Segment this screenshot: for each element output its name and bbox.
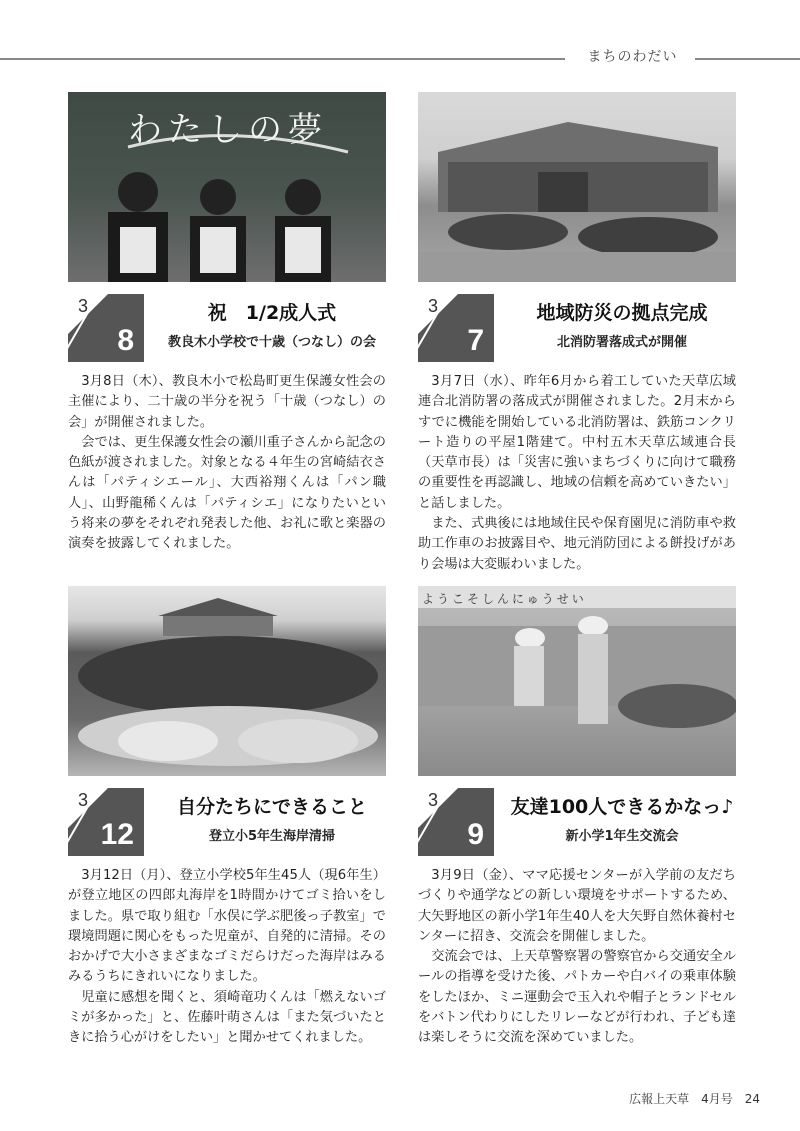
paragraph: 児童に感想を聞くと、須崎竜功くんは「燃えないゴミが多かった」と、佐藤叶萌さんは「また気づいたときに拾う心がけをしたい」と聞かせてくれました。: [68, 989, 386, 1046]
article-fire-station: [418, 92, 736, 572]
header-rule-left: [0, 58, 565, 60]
date-day: 9: [467, 818, 484, 851]
date-month: 3: [428, 790, 439, 810]
paragraph: 3月9日（金）、ママ応援センターが入学前の友だちづくりや通学などの新しい環境をサポートするため、大矢野地区の新小学1年生40人を大矢野自然休養村センターに招き、交流会を開催しました。: [418, 868, 736, 944]
photo-illustration: [418, 586, 736, 776]
article-subtitle: 北消防署落成式が開催: [556, 335, 687, 350]
photo-illustration: [68, 586, 386, 776]
headline: [158, 792, 386, 844]
date-badge: [68, 788, 144, 856]
article-first-graders: [418, 586, 736, 1056]
paragraph: 3月12日（月）、登立小学校5年生45人（現6年生）が登立地区の四郎丸海岸を1時間かけてゴミ拾いをしました。県で取り組む「水俣に学ぶ肥後っ子教室」で環境問題に関心をもった児童が、自発的に清掃。そのおかげで大小さまざまなゴミだらけだった海岸はみるみるうちにきれいになりました。: [68, 868, 386, 985]
photo-beach-cleanup-group: [68, 586, 386, 776]
section-title: まちのわだい: [587, 49, 678, 65]
date-day: 12: [100, 818, 134, 851]
article-body: [418, 372, 736, 575]
article-title: 祝 1/2成人式: [207, 302, 337, 324]
article-subtitle: 登立小5年生海岸清掃: [208, 829, 336, 844]
photo-illustration: [418, 92, 736, 282]
article-body: [418, 866, 736, 1049]
photo-fire-station-ceremony: [418, 92, 736, 282]
paragraph: 会では、更生保護女性会の瀬川重子さんから記念の色紙が渡されました。対象となる４年生の宮崎結衣さんは「パティシエール」、大西裕翔くんは「パン職人」、山野龍稀くんは「パティシエ」になりたいという将来の夢をそれぞれ発表した他、お礼に歌と楽器の演奏を披露してくれました。: [68, 434, 386, 552]
article-body: [68, 372, 386, 555]
paragraph: また、式典後には地域住民や保育園児に消防車や救助工作車のお披露目や、地元消防団による餅投げがあり会場は大変賑わいました。: [418, 516, 736, 572]
paragraph: 3月7日（水）、昨年6月から着工していた天草広域連合北消防署の落成式が開催されました。2月末からすでに機能を開始している北消防署は、鉄筋コンクリート造りの平屋1階建て。中村五木天草広域連合長（天草市長）は「災害に強いまちづくりに向けて職務の重要性を再認識し、地域の信頼を高めていきたい」と話しました。: [418, 374, 736, 511]
photo-chalk-text: わたしの夢: [128, 110, 328, 150]
article-coming-of-age: [68, 92, 386, 562]
date-badge: [418, 788, 494, 856]
date-badge: [418, 294, 494, 362]
photo-banner-text: ようこそしんにゅうせい: [422, 592, 587, 606]
article-title: 友達100人できるかなっ♪: [510, 796, 734, 818]
date-badge: [68, 294, 144, 362]
article-subtitle: 教良木小学校で十歳（つなし）の会: [167, 335, 376, 350]
header-rule-right: [695, 58, 800, 60]
date-day: 8: [117, 324, 134, 357]
paragraph: 交流会では、上天草警察署の警察官から交通安全ルールの指導を受けた後、パトカーや白バイの乗車体験をしたほか、ミニ運動会で玉入れや帽子とランドセルをバトン代わりにしたリレーなどが行われ、子ども達は楽しそうに交流を深めていました。: [418, 949, 736, 1046]
article-title: 自分たちにできること: [176, 796, 367, 818]
paragraph: 3月8日（木）、教良木小で松島町更生保護女性会の主催により、二十歳の半分を祝う「十歳（つなし）の会」が開催されました。: [68, 374, 386, 430]
photo-first-grade-relay: [418, 586, 736, 776]
date-month: 3: [78, 790, 89, 810]
article-title: 地域防災の拠点完成: [536, 302, 708, 324]
date-month: 3: [78, 296, 89, 316]
article-subtitle: 新小学1年生交流会: [565, 829, 679, 844]
headline: [508, 298, 736, 350]
article-beach-cleanup: [68, 586, 386, 1056]
date-day: 7: [467, 324, 484, 357]
photo-students-with-dreams: [68, 92, 386, 282]
article-body: [68, 866, 386, 1049]
headline: [158, 298, 386, 350]
page-footer: 広報上天草 4月号 24: [629, 1092, 760, 1106]
headline: [508, 792, 736, 844]
date-month: 3: [428, 296, 439, 316]
